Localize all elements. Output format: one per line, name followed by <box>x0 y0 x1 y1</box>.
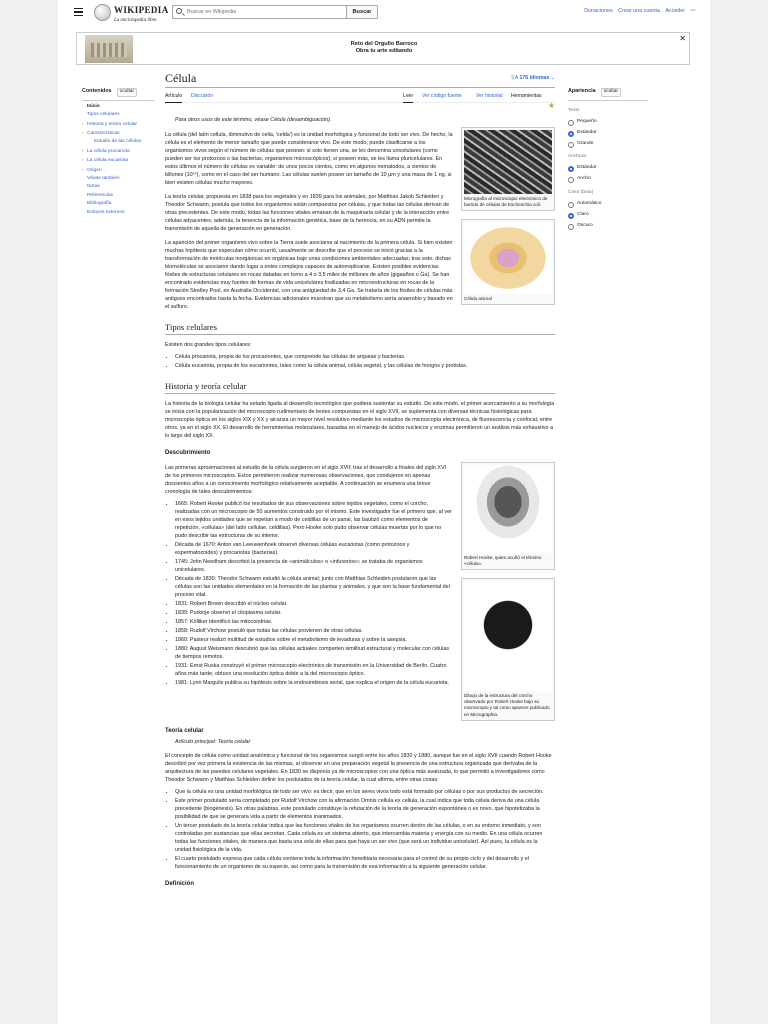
campaign-banner <box>76 32 690 65</box>
toc-item-label: Estudio de las células <box>94 139 142 145</box>
toc-item[interactable] <box>82 156 154 165</box>
radio-label: Pequeño <box>577 118 597 124</box>
radio-label: Estándar <box>577 165 597 171</box>
banner-title: Reto del Orgullo Barroco <box>350 41 418 47</box>
radio-label: Claro <box>577 211 589 217</box>
tab-read[interactable]: Leer <box>403 93 413 103</box>
toc-item[interactable] <box>82 129 154 138</box>
chevron-right-icon[interactable]: › <box>82 120 84 126</box>
figure-animal-cell <box>461 219 555 305</box>
figure-caption: Micrografía al microscopio electrónico de barrido de células de Escherichia coli. <box>464 195 548 207</box>
section-heading-historia: Historia y teoría celular <box>165 380 555 394</box>
main-article-note: Artículo principal: Teoría celular <box>175 739 251 746</box>
chevron-right-icon[interactable]: › <box>82 130 84 136</box>
toc-item-label: Tipos celulares <box>87 112 120 118</box>
login-link[interactable]: Acceder <box>665 8 686 14</box>
toc-item[interactable] <box>82 183 154 191</box>
radio-label: Automático <box>577 200 602 206</box>
text-size-radio[interactable] <box>568 141 648 148</box>
toc-item-label: Enlaces externos <box>87 209 125 215</box>
page-tabs <box>165 89 555 103</box>
toc-item-label: Origen <box>87 167 102 173</box>
list-item: • Década de 1670: Anton van Leeuwenhoek observó diversas células eucariotas (como protozoos y espermatozoides) y procariotas (bacterias). <box>175 541 555 557</box>
color-options <box>568 201 648 230</box>
close-icon[interactable]: ✕ <box>679 34 686 43</box>
toc-item-label: Referencias <box>87 192 114 198</box>
tab-article[interactable]: Artículo <box>165 93 182 103</box>
list-item: • 1839: Purkinje observó el citoplasma celular. <box>175 609 555 617</box>
page <box>58 0 710 1024</box>
historia-paragraph: La historia de la biología celular ha estado ligada al desarrollo tecnológico que pudiera sustentar su estudio. De este modo, el primer acercamiento a su morfología se inicia con la popularización del microscopio rudimentario de lentes compuestas en el siglo XVII, se suplementa con diversas técnicas histológicas para microscopía óptica en los siglos XIX y XX y alcanza un mayor nivel resolutivo mediante los estudios de microscopía electrónica, de fluorescencia y confocal, entre otros, ya en el siglo XX. El desarrollo de herramientas moleculares, basadas en el manejo de ácidos nucleicos y enzimas permitieron un análisis más exhaustivo a lo largo del siglo XX. <box>165 401 555 440</box>
list-item: • 1858: Rudolf Virchow postuló que todas las células provienen de otras células. <box>175 627 555 635</box>
chevron-down-icon: ⌄ <box>549 75 555 81</box>
appearance-title-text: Apariencia <box>568 88 596 94</box>
toc-list <box>82 103 154 217</box>
donate-link[interactable]: Donaciones <box>584 8 613 14</box>
figure-hooke <box>461 462 555 570</box>
radio-button[interactable] <box>568 166 574 172</box>
postulates-list <box>165 788 555 871</box>
toc-item[interactable] <box>82 200 154 208</box>
list-item: • Este primer postulado sería completado por Rudolf Virchow con la afirmación Omnis cellula ex cellula, la cual indica que toda célula deriva de una célula precedente (biogénesis). En otras palabras, este postulado constituye la refutación de la teoría de generación espontánea o ex novo, que hipotetizaba la posibilidad de que se generara vida a partir de elementos inanimados. <box>175 797 555 821</box>
list-item: • 1831: Robert Brown describió el núcleo celular. <box>175 600 555 608</box>
appearance-title <box>568 88 648 97</box>
width-radio[interactable] <box>568 176 648 183</box>
subsection-heading-descubrimiento: Descubrimiento <box>165 450 211 457</box>
list-item: • Célula eucariota, propia de los eucariontes, tales como la célula animal, célula vegetal, y las células de hongos y protistas. <box>175 362 555 370</box>
wikipedia-wordmark[interactable] <box>114 4 169 24</box>
search-icon <box>176 8 182 14</box>
subsection-heading-definicion: Definición <box>165 881 195 888</box>
toc-hide-button[interactable]: ocultar <box>117 88 137 97</box>
more-options-icon[interactable]: ··· <box>690 8 696 14</box>
subsection-heading-teoria: Teoría celular <box>165 727 204 734</box>
toc-item-label: La célula procariota <box>87 148 130 154</box>
hatnote: Para otros usos de este término, véase Célula (desambiguación). <box>175 117 332 123</box>
toc-item[interactable] <box>82 103 154 111</box>
radio-label: Estándar <box>577 129 597 135</box>
tipos-list <box>165 353 555 370</box>
text-size-radio[interactable] <box>568 130 648 137</box>
tab-view-source[interactable]: Ver código fuente <box>422 93 462 99</box>
color-radio[interactable] <box>568 201 648 208</box>
text-size-label: Texto <box>568 107 580 113</box>
page-title: Célula <box>165 70 555 88</box>
toc-title-text: Contenidos <box>82 88 112 94</box>
figure-caption: Célula animal <box>464 296 492 302</box>
wikipedia-globe-logo[interactable] <box>94 4 111 21</box>
create-account-link[interactable]: Crear una cuenta <box>618 8 660 14</box>
animal-cell-image[interactable] <box>464 222 552 294</box>
list-item: • 1665: Robert Hooke publicó los resultados de sus observaciones sobre tejidos vegetales, como el corcho, realizadas con un microscopio de 50 aumentos construido por él mismo. Este investigador fue el primero que, al ver en esos tejidos unidades que se repetían a modo de celdillas de un panal, las bautizó como elementos de repetición, «células» (del latín cellulae, celdillas). Pero Hooke solo pudo observar células muertas por lo que no pudo describir las estructuras de su interior. <box>175 500 555 540</box>
chevron-right-icon[interactable]: › <box>82 166 84 172</box>
main-menu-icon[interactable] <box>74 8 83 16</box>
intro-paragraph-1: La célula (del latín cellula, diminutivo de cella, 'celda') es la unidad morfológica y funcional de todo ser vivo. De hecho, la célula es el elemento de menor tamaño que puede considerarse vivo. De este modo, puede clasificarse a los organismos vivos según el número de células que posean: si solo tienen una, se les denomina unicelulares (como pueden ser los protozoos o las bacterias, organismos microscópicos); si poseen más, se les llama pluricelulares. En estos últimos el número de células es variable: de unos pocos cientos, como en algunos nematodos, a cientos de billones (10¹⁴), como en el caso del ser humano. Las células suelen poseer un tamaño de 10 µm y una masa de 1 ng, si bien existen células mucho mayores. <box>165 131 453 186</box>
logo-subtitle: La enciclopedia libre <box>114 17 157 23</box>
toc-item[interactable] <box>82 192 154 200</box>
tools-menu[interactable]: Herramientas <box>511 93 542 99</box>
toc-item-label: Características <box>87 131 120 137</box>
list-item: • 1981: Lynn Margulis publica su hipótesis sobre la endosimbiosis serial, que explica el origen de la célula eucariota. <box>175 679 555 687</box>
header <box>58 0 710 26</box>
text-size-radio[interactable] <box>568 119 648 126</box>
search-button[interactable]: Buscar <box>346 5 378 19</box>
list-item: • 1880: August Weismann descubrió que las células actuales comparten similitud estructural y molecular con células de tiempos remotos. <box>175 645 555 661</box>
color-label: Color (beta) <box>568 190 594 196</box>
radio-button[interactable] <box>568 131 574 137</box>
tipos-intro: Existen dos grandes tipos celulares: <box>165 341 252 348</box>
toc-item[interactable] <box>82 111 154 119</box>
list-item: • Que la célula es una unidad morfológica de todo ser vivo: es decir, que en los seres vivos todo está formado por células o por sus productos de secreción. <box>175 788 555 796</box>
tab-discussion[interactable]: Discusión <box>191 93 214 99</box>
list-item: • 1931: Ernst Ruska construyó el primer microscopio electrónico de transmisión en la Universidad de Berlín. Cuatro años más tarde, obtuvo una resolución óptica doble a la del microscopio óptico. <box>175 662 555 678</box>
intro-paragraph-3: La aparición del primer organismo vivo sobre la Tierra suele asociarse al nacimiento de la primera célula. Si bien existen muchas hipótesis que especulan cómo ocurrió, usualmente se describe que el proceso se inició gracias a la transformación de moléculas inorgánicas en orgánicas bajo unas condiciones ambientales adecuadas; tras esto, dichas biomoléculas se asociaron dando lugar a entes complejos capaces de autorreplicarse. Existen posibles evidencias fósiles de estructuras celulares en rocas datadas en torno a 4 o 3,5 miles de millones de años (gigaaños o Ga). Se han encontrado evidencias muy fuertes de formas de vida unicelulares fosilizadas en microestructuras en rocas de la formación Strelley Pool, en Australia Occidental, con una antigüedad de 3,4 Ga. Se trataría de los fósiles de células más antiguos encontrados hasta la fecha. Evidencias adicionales muestran que su metabolismo sería anaerobio y basado en el sulfuro. <box>165 239 453 310</box>
translate-icon: 文A <box>509 75 520 81</box>
chevron-right-icon[interactable]: › <box>82 147 84 153</box>
toc-item-label: La célula eucariota <box>87 158 129 164</box>
list-item: • 1860: Pasteur realizó multitud de estudios sobre el metabolismo de levaduras y sobre la asepsia. <box>175 636 555 644</box>
text-size-options <box>568 119 648 148</box>
language-button[interactable] <box>510 75 555 82</box>
color-radio[interactable] <box>568 212 648 219</box>
width-label: Anchura <box>568 154 586 160</box>
article <box>165 70 555 889</box>
radio-button[interactable] <box>568 120 574 126</box>
radio-button[interactable] <box>568 202 574 208</box>
width-options <box>568 165 648 183</box>
divider <box>568 100 648 101</box>
figure-caption: Robert Hooke, quien acuñó el término «célula». <box>464 554 542 566</box>
table-of-contents <box>82 88 154 217</box>
toc-title <box>82 88 154 97</box>
list-item: • El cuarto postulado expresa que cada célula contiene toda la información hereditaria necesaria para el control de su propio ciclo y del desarrollo y el funcionamiento de un organismo de su especie, así como para la transmisión de esa información a la siguiente generación celular. <box>175 855 555 871</box>
radio-label: Grande <box>577 140 594 146</box>
toc-item-label: Notas <box>87 184 100 190</box>
banner-subtitle[interactable]: Obra tu arte editando <box>355 48 413 54</box>
toc-item[interactable] <box>82 166 154 175</box>
search-input[interactable] <box>187 7 343 17</box>
radio-label: Oscuro <box>577 222 593 228</box>
ecoli-micrograph-image[interactable] <box>464 130 552 194</box>
toc-item[interactable] <box>82 175 154 183</box>
toc-item-label: Véase también <box>87 176 120 182</box>
radio-button[interactable] <box>568 224 574 230</box>
chevron-right-icon[interactable]: › <box>82 157 84 163</box>
list-item: • Década de 1830: Theodor Schwann estudió la célula animal; junto con Matthias Schleiden postularon que las células son las unidades elementales en la formación de las plantas y animales, y que son la base fundamental del proceso vital. <box>175 575 555 599</box>
radio-label: Ancho <box>577 176 591 182</box>
figure-micrograph <box>461 127 555 211</box>
toc-item[interactable] <box>82 120 154 129</box>
toc-item[interactable] <box>82 138 154 146</box>
radio-button[interactable] <box>568 142 574 148</box>
teoria-intro: El concepto de célula como unidad anatómica y funcional de los organismos surgió entre los años 1830 y 1880, aunque fue en el siglo XVII cuando Robert Hooke describió por vez primera la existencia de las mismas, al observar en una preparación vegetal la presencia de una estructura organizada que derivaba de la arquitectura de las paredes celulares vegetales. En 1830 se disponía ya de microscopios con una óptica más avanzada, lo que permitió a investigadores como Theodor Schwann y Matthias Schleiden definir los postulados de la teoría celular, la cual afirma, entre otras cosas: <box>165 753 552 784</box>
user-links <box>580 8 696 16</box>
figure-cork <box>461 578 555 721</box>
languages-label: 176 idiomas <box>519 75 550 81</box>
section-heading-tipos: Tipos celulares <box>165 321 555 335</box>
intro-paragraph-2: La teoría celular, propuesta en 1838 para los vegetales y en 1839 para los animales, por Matthias Jakob Schleiden y Theodor Schwann, postula que todos los organismos están compuestos por células, y que todas las células derivan de otras precedentes. De este modo, todas las funciones vitales emanan de la maquinaria celular y de la interacción entre células adyacentes; además, la tenencia de la información genética, base de la herencia, en su ADN permite la transmisión de aquella de generación en generación. <box>165 193 450 232</box>
tab-history[interactable]: Ver historial <box>476 93 503 99</box>
list-item: • 1745: John Needham describió la presencia de «animálculos» o «infusorios»; se trataba de organismos unicelulares. <box>175 558 555 574</box>
logo-title: WIKIPEDIA <box>114 5 169 15</box>
radio-button[interactable] <box>568 177 574 183</box>
figure-caption: Dibujo de la estructura del corcho observado por Robert Hooke bajo su microscopio y tal como aparece publicado en Micrographia. <box>464 692 550 717</box>
list-item: • 1857: Kölliker identificó las mitocondrias. <box>175 618 555 626</box>
list-item: • Un tercer postulado de la teoría celular indica que las funciones vitales de los organismos ocurren dentro de las células, o en su entorno inmediato, y son controladas por sustancias que ellas secretan. Cada célula es un sistema abierto, que intercambia materia y energía con su medio. En una célula ocurren todas las funciones vitales, de manera que basta una sola de ellas para que haya un ser vivo (que será un individuo unicelular). Así pues, la célula es la unidad fisiológica de la vida. <box>175 822 555 854</box>
toc-item-label: Inicio <box>87 103 100 109</box>
descubrimiento-intro: Las primeras aproximaciones al estudio de la célula surgieron en el siglo XVII; tras el desarrollo a finales del siglo XVI de los primeros microscopios. Estos permitieron realizar numerosas observaciones, que condujeron en apenas doscientos años a un conocimiento morfológico relativamente aceptable. A continuación se enumera una breve cronología de tales descubrimientos: <box>165 464 447 495</box>
toc-item-label: Historia y teoría celular <box>87 121 138 127</box>
featured-star-icon: ★ <box>547 101 555 110</box>
appearance-panel <box>568 88 648 230</box>
search-box[interactable] <box>172 5 348 19</box>
color-radio[interactable] <box>568 223 648 230</box>
toc-item[interactable] <box>82 209 154 217</box>
appearance-hide-button[interactable]: ocultar <box>601 88 621 97</box>
width-radio[interactable] <box>568 165 648 172</box>
cork-drawing-image[interactable] <box>464 581 552 691</box>
toc-item-label: Bibliografía <box>87 201 112 207</box>
radio-button[interactable] <box>568 213 574 219</box>
toc-item[interactable] <box>82 147 154 156</box>
list-item: • Célula procariota, propia de los procariontes, que comprende las células de arqueas y bacterias. <box>175 353 555 361</box>
divider <box>82 100 154 101</box>
robert-hooke-portrait-image[interactable] <box>464 465 552 553</box>
